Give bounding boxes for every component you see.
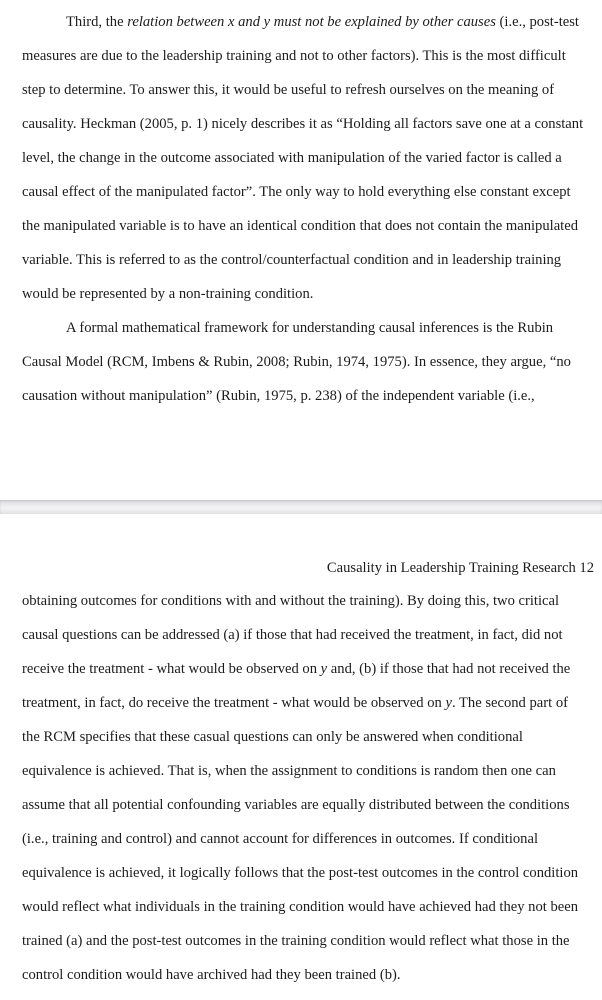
paragraph-line: assume that all potential confounding variables are equally distributed between the conditions xyxy=(22,797,570,813)
paragraph-line: measures are due to the leadership training and not to other factors). This is the most difficult xyxy=(22,48,566,64)
paragraph-line: would be represented by a non-training condition. xyxy=(22,286,314,302)
paragraph-line: equivalence is achieved. That is, when the assignment to conditions is random then one can xyxy=(22,763,556,779)
paragraph-line: causation without manipulation” (Rubin, 1975, p. 238) of the independent variable (i.e., xyxy=(22,388,535,404)
paragraph-line: A formal mathematical framework for understanding causal inferences is the Rubin xyxy=(66,320,554,336)
running-head: Causality in Leadership Training Research 12 xyxy=(326,560,594,576)
paragraph-line: obtaining outcomes for conditions with and without the training). By doing this, two critical xyxy=(22,593,560,609)
italic-variable: y xyxy=(320,661,328,677)
paragraph-line: Third, the relation between x and y must not be explained by other causes (i.e., post-test xyxy=(66,14,579,30)
paragraph-line: would reflect what individuals in the training condition would have achieved had they not been xyxy=(22,899,579,915)
paragraph-line: the RCM specifies that these casual questions can only be answered when conditional xyxy=(22,729,523,745)
paragraph-line: causal effect of the manipulated factor”. The only way to hold everything else constant except xyxy=(22,184,571,200)
paragraph-line: control condition would have archived had they been trained (b). xyxy=(22,967,401,983)
paragraph-line: causal questions can be addressed (a) if those that had received the treatment, in fact, did not xyxy=(22,627,563,643)
paragraph-line: the manipulated variable is to have an identical condition that does not contain the manipulated xyxy=(22,218,579,234)
document-page-lower xyxy=(0,514,602,1000)
paragraph-line: receive the treatment - what would be observed on y and, (b) if those that had not received the xyxy=(22,661,571,677)
paragraph-line: trained (a) and the post-test outcomes in the training condition would reflect what those in the xyxy=(22,933,570,949)
page-break-divider xyxy=(0,500,602,514)
paragraph-line: treatment, in fact, do receive the treatment - what would be observed on y. The second part of xyxy=(22,695,568,711)
paragraph-line: causality. Heckman (2005, p. 1) nicely describes it as “Holding all factors save one at a constant xyxy=(22,116,584,132)
paragraph-line: equivalence is achieved, it logically follows that the post-test outcomes in the control condition xyxy=(22,865,579,881)
paragraph-line: (i.e., training and control) and cannot account for differences in outcomes. If conditional xyxy=(22,831,539,847)
paragraph-line: variable. This is referred to as the control/counterfactual condition and in leadership training xyxy=(22,252,562,268)
paragraph-line: step to determine. To answer this, it would be useful to refresh ourselves on the meaning of xyxy=(22,82,555,98)
paragraph-line: Causal Model (RCM, Imbens & Rubin, 2008; Rubin, 1974, 1975). In essence, they argue, “no xyxy=(22,354,571,370)
italic-phrase: relation between x and y must not be explained by other causes xyxy=(127,14,496,30)
paragraph-line: level, the change in the outcome associated with manipulation of the varied factor is called a xyxy=(22,150,562,166)
italic-variable: y xyxy=(445,695,452,711)
